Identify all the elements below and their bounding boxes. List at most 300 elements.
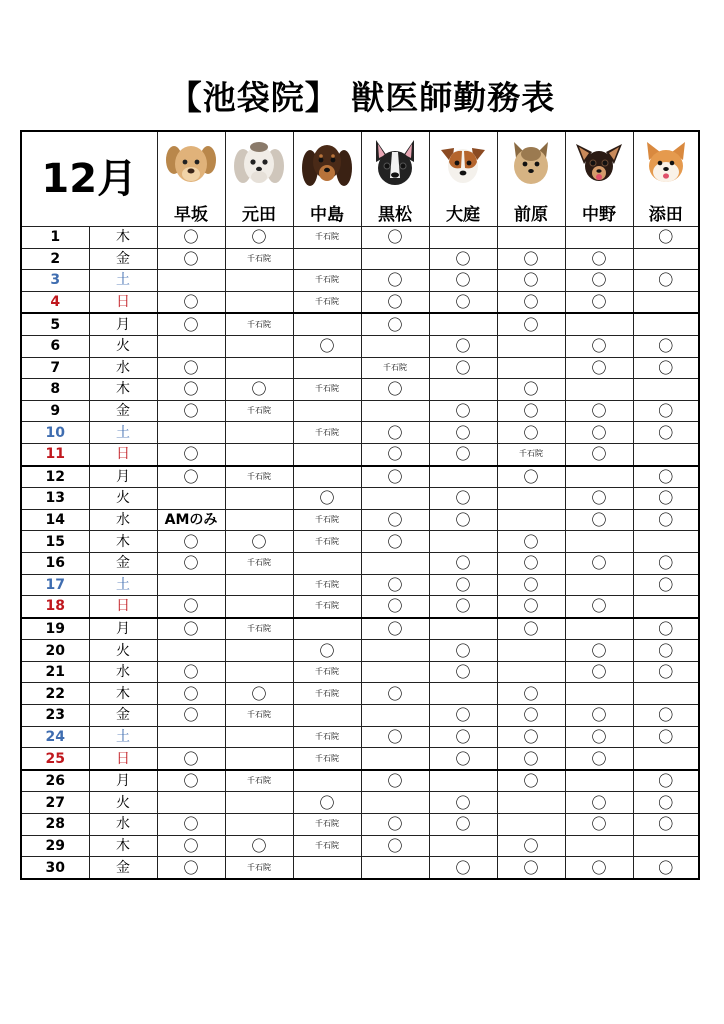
weekday-cell: 火 <box>89 335 157 357</box>
table-row <box>21 400 699 422</box>
shift-cell: 〇 <box>565 748 633 770</box>
date-cell: 9 <box>21 400 89 422</box>
doctor-header <box>565 131 633 227</box>
shift-cell: 〇 <box>633 618 699 640</box>
page-title: 【池袋院】 獣医師勤務表 <box>168 78 556 117</box>
shift-cell: 〇 <box>633 726 699 748</box>
shift-cell: 千石院 <box>225 248 293 270</box>
shift-cell: 〇 <box>157 379 225 401</box>
shift-cell: 〇 <box>157 291 225 313</box>
shift-cell: 〇 <box>157 770 225 792</box>
shift-cell: 〇 <box>429 705 497 727</box>
shift-cell: 〇 <box>361 835 429 857</box>
shift-cell <box>361 552 429 574</box>
date-cell: 19 <box>21 618 89 640</box>
weekday-cell: 月 <box>89 618 157 640</box>
date-cell: 11 <box>21 443 89 465</box>
shift-cell <box>429 227 497 249</box>
shift-cell: 千石院 <box>293 683 361 705</box>
table-row <box>21 335 699 357</box>
shift-cell: 〇 <box>429 574 497 596</box>
shift-cell <box>429 683 497 705</box>
table-row <box>21 792 699 814</box>
shift-cell: 〇 <box>633 488 699 510</box>
shift-cell <box>361 400 429 422</box>
shift-cell: 〇 <box>361 422 429 444</box>
weekday-cell: 土 <box>89 422 157 444</box>
shift-cell <box>157 726 225 748</box>
shift-cell: 〇 <box>633 661 699 683</box>
shift-cell: 〇 <box>565 488 633 510</box>
date-cell: 7 <box>21 357 89 379</box>
shift-cell <box>293 618 361 640</box>
date-cell: 8 <box>21 379 89 401</box>
shift-cell: 〇 <box>497 291 565 313</box>
table-row <box>21 748 699 770</box>
table-row <box>21 531 699 553</box>
weekday-cell: 日 <box>89 443 157 465</box>
shift-cell: 千石院 <box>293 291 361 313</box>
shift-cell: 〇 <box>157 857 225 879</box>
table-row <box>21 552 699 574</box>
shift-cell: 〇 <box>497 379 565 401</box>
date-cell: 4 <box>21 291 89 313</box>
weekday-cell: 金 <box>89 857 157 879</box>
shift-cell <box>361 792 429 814</box>
shift-cell <box>157 270 225 292</box>
shift-cell: 〇 <box>497 748 565 770</box>
shift-cell: 〇 <box>429 661 497 683</box>
shift-cell: 〇 <box>157 748 225 770</box>
shift-cell: 〇 <box>157 531 225 553</box>
shift-cell: 〇 <box>633 422 699 444</box>
shift-cell <box>293 248 361 270</box>
shift-cell: 〇 <box>565 291 633 313</box>
weekday-cell: 木 <box>89 227 157 249</box>
shift-cell <box>157 488 225 510</box>
shift-cell: 〇 <box>497 857 565 879</box>
shift-cell <box>293 400 361 422</box>
weekday-cell: 月 <box>89 313 157 335</box>
shift-cell: 〇 <box>293 335 361 357</box>
shift-cell: 〇 <box>633 705 699 727</box>
shift-cell: 〇 <box>497 596 565 618</box>
table-row <box>21 379 699 401</box>
shift-cell <box>361 661 429 683</box>
shift-cell: 〇 <box>633 770 699 792</box>
shift-cell: 千石院 <box>225 313 293 335</box>
shift-cell <box>497 792 565 814</box>
date-cell: 23 <box>21 705 89 727</box>
shift-cell: AMのみ <box>157 509 225 531</box>
shift-cell: 千石院 <box>293 270 361 292</box>
shift-cell <box>497 661 565 683</box>
shift-cell: 〇 <box>429 335 497 357</box>
weekday-cell: 火 <box>89 792 157 814</box>
shift-cell: 千石院 <box>293 509 361 531</box>
shift-cell: 〇 <box>361 443 429 465</box>
jack-russell-icon <box>438 138 488 190</box>
date-cell: 22 <box>21 683 89 705</box>
shift-cell <box>361 488 429 510</box>
shift-cell <box>565 466 633 488</box>
shift-cell: 〇 <box>429 400 497 422</box>
shift-cell: 〇 <box>361 379 429 401</box>
table-row <box>21 357 699 379</box>
weekday-cell: 日 <box>89 291 157 313</box>
shift-cell: 千石院 <box>293 661 361 683</box>
weekday-cell: 水 <box>89 814 157 836</box>
shift-cell: 〇 <box>157 400 225 422</box>
shift-cell: 〇 <box>361 531 429 553</box>
shift-cell <box>497 509 565 531</box>
weekday-cell: 木 <box>89 379 157 401</box>
shift-cell <box>157 792 225 814</box>
doctor-name: 早坂 <box>174 205 209 225</box>
shift-cell: 〇 <box>565 705 633 727</box>
weekday-cell: 月 <box>89 770 157 792</box>
shift-cell <box>293 770 361 792</box>
shift-cell: 〇 <box>633 792 699 814</box>
shift-cell <box>225 422 293 444</box>
shift-cell <box>293 357 361 379</box>
shift-cell: 〇 <box>361 313 429 335</box>
table-row <box>21 835 699 857</box>
shift-cell: 〇 <box>157 596 225 618</box>
shift-cell: 〇 <box>633 814 699 836</box>
shift-cell: 千石院 <box>293 814 361 836</box>
shift-cell: 〇 <box>429 291 497 313</box>
header-row <box>21 131 699 227</box>
shift-cell <box>225 357 293 379</box>
shift-cell: 〇 <box>225 835 293 857</box>
month-label: 12月 <box>21 131 157 227</box>
shift-cell: 〇 <box>633 270 699 292</box>
shift-cell <box>565 313 633 335</box>
date-cell: 30 <box>21 857 89 879</box>
shift-cell: 〇 <box>565 335 633 357</box>
shift-cell <box>565 227 633 249</box>
table-row <box>21 770 699 792</box>
shift-cell: 〇 <box>361 726 429 748</box>
shift-cell <box>225 748 293 770</box>
shift-cell <box>429 313 497 335</box>
shift-cell <box>633 596 699 618</box>
shift-cell: 〇 <box>157 227 225 249</box>
doctor-header <box>429 131 497 227</box>
table-row <box>21 574 699 596</box>
date-cell: 20 <box>21 640 89 662</box>
shift-cell: 〇 <box>565 270 633 292</box>
shift-cell <box>633 443 699 465</box>
shift-cell: 〇 <box>361 770 429 792</box>
shift-cell <box>225 509 293 531</box>
shift-cell: 〇 <box>293 640 361 662</box>
weekday-cell: 土 <box>89 574 157 596</box>
doctor-header <box>157 131 225 227</box>
shift-cell: 〇 <box>429 726 497 748</box>
shift-cell: 〇 <box>497 574 565 596</box>
table-row <box>21 227 699 249</box>
shift-cell: 〇 <box>429 857 497 879</box>
table-row <box>21 726 699 748</box>
shift-cell: 〇 <box>497 835 565 857</box>
shift-cell: 千石院 <box>293 379 361 401</box>
doctor-name: 黒松 <box>378 205 413 225</box>
shift-cell <box>361 335 429 357</box>
shift-cell: 〇 <box>565 792 633 814</box>
shift-cell <box>157 422 225 444</box>
shift-cell <box>225 596 293 618</box>
shift-cell <box>361 748 429 770</box>
shift-cell: 千石院 <box>293 596 361 618</box>
shift-cell: 千石院 <box>293 422 361 444</box>
date-cell: 3 <box>21 270 89 292</box>
shift-cell <box>225 488 293 510</box>
shift-cell: 千石院 <box>497 443 565 465</box>
shift-cell <box>633 531 699 553</box>
shift-cell <box>225 335 293 357</box>
shift-cell: 〇 <box>429 552 497 574</box>
shift-cell <box>633 748 699 770</box>
shift-cell: 〇 <box>361 466 429 488</box>
shift-cell <box>633 835 699 857</box>
weekday-cell: 金 <box>89 400 157 422</box>
shift-cell: 〇 <box>497 726 565 748</box>
doctor-name: 元田 <box>242 205 277 225</box>
shift-cell <box>361 857 429 879</box>
shift-cell: 千石院 <box>293 574 361 596</box>
shift-cell <box>633 683 699 705</box>
shift-cell: 〇 <box>633 357 699 379</box>
shift-cell: 〇 <box>361 574 429 596</box>
table-row <box>21 857 699 879</box>
shift-cell: 〇 <box>361 509 429 531</box>
shift-cell <box>565 770 633 792</box>
shift-cell: 〇 <box>497 683 565 705</box>
shift-cell: 〇 <box>565 443 633 465</box>
weekday-cell: 火 <box>89 640 157 662</box>
shift-cell: 〇 <box>565 596 633 618</box>
shiba-inu-icon <box>641 138 691 190</box>
shift-cell: 千石院 <box>225 618 293 640</box>
shift-cell <box>497 335 565 357</box>
shift-cell: 〇 <box>429 640 497 662</box>
weekday-cell: 火 <box>89 488 157 510</box>
shift-cell: 千石院 <box>293 748 361 770</box>
shift-cell <box>225 814 293 836</box>
shift-cell: 〇 <box>225 683 293 705</box>
shift-cell: 千石院 <box>225 466 293 488</box>
shift-cell: 〇 <box>633 335 699 357</box>
table-row <box>21 705 699 727</box>
shift-cell: 〇 <box>429 509 497 531</box>
shift-cell: 〇 <box>361 227 429 249</box>
doctor-header <box>293 131 361 227</box>
shift-cell: 〇 <box>633 466 699 488</box>
shift-cell: 〇 <box>429 443 497 465</box>
weekday-cell: 水 <box>89 509 157 531</box>
date-cell: 29 <box>21 835 89 857</box>
shift-cell: 〇 <box>497 400 565 422</box>
french-bulldog-icon <box>370 138 420 190</box>
shift-cell: 千石院 <box>225 770 293 792</box>
shift-cell: 〇 <box>565 726 633 748</box>
shift-cell: 〇 <box>497 531 565 553</box>
shift-cell: 〇 <box>157 443 225 465</box>
weekday-cell: 金 <box>89 705 157 727</box>
shift-cell <box>429 835 497 857</box>
shih-tzu-icon <box>234 138 284 190</box>
table-row <box>21 248 699 270</box>
date-cell: 5 <box>21 313 89 335</box>
shift-cell <box>565 531 633 553</box>
date-cell: 6 <box>21 335 89 357</box>
weekday-cell: 日 <box>89 596 157 618</box>
shift-cell <box>225 574 293 596</box>
date-cell: 21 <box>21 661 89 683</box>
shift-cell: 〇 <box>157 705 225 727</box>
shift-cell: 〇 <box>225 379 293 401</box>
shift-cell <box>293 466 361 488</box>
weekday-cell: 木 <box>89 531 157 553</box>
shift-cell: 〇 <box>633 574 699 596</box>
table-row <box>21 422 699 444</box>
shift-cell <box>565 574 633 596</box>
shift-cell <box>565 379 633 401</box>
shift-cell: 千石院 <box>361 357 429 379</box>
date-cell: 10 <box>21 422 89 444</box>
shift-cell: 〇 <box>565 248 633 270</box>
shift-cell <box>429 770 497 792</box>
shift-cell: 〇 <box>429 814 497 836</box>
shift-cell: 〇 <box>565 640 633 662</box>
table-row <box>21 618 699 640</box>
shift-cell: 〇 <box>361 291 429 313</box>
shift-cell: 〇 <box>497 313 565 335</box>
shift-cell: 〇 <box>497 770 565 792</box>
table-row <box>21 466 699 488</box>
doctor-name: 添田 <box>648 205 683 225</box>
shift-cell: 〇 <box>565 422 633 444</box>
date-cell: 27 <box>21 792 89 814</box>
shift-cell: 〇 <box>497 552 565 574</box>
shift-cell: 〇 <box>633 400 699 422</box>
shift-cell <box>361 248 429 270</box>
doctor-header <box>497 131 565 227</box>
table-row <box>21 683 699 705</box>
shift-cell <box>293 443 361 465</box>
shift-cell <box>429 531 497 553</box>
shift-cell <box>633 379 699 401</box>
shift-cell: 〇 <box>157 618 225 640</box>
shift-cell: 〇 <box>497 618 565 640</box>
shift-cell: 〇 <box>497 422 565 444</box>
shift-cell <box>225 792 293 814</box>
shift-cell: 〇 <box>633 640 699 662</box>
shift-cell: 〇 <box>293 488 361 510</box>
doctor-header <box>361 131 429 227</box>
shift-cell <box>633 313 699 335</box>
shift-cell: 〇 <box>565 814 633 836</box>
shift-cell: 〇 <box>633 552 699 574</box>
shift-cell <box>225 661 293 683</box>
shift-cell: 〇 <box>565 552 633 574</box>
shift-cell <box>565 683 633 705</box>
shift-cell: 〇 <box>361 270 429 292</box>
table-row <box>21 443 699 465</box>
dachshund-icon <box>302 138 352 190</box>
date-cell: 24 <box>21 726 89 748</box>
shift-cell: 〇 <box>565 509 633 531</box>
shift-cell: 〇 <box>633 857 699 879</box>
date-cell: 1 <box>21 227 89 249</box>
shift-cell <box>225 270 293 292</box>
shift-cell: 〇 <box>497 270 565 292</box>
shift-cell <box>497 357 565 379</box>
shift-cell: 〇 <box>157 466 225 488</box>
shift-cell: 〇 <box>429 792 497 814</box>
shift-cell: 〇 <box>565 857 633 879</box>
shift-cell: 千石院 <box>293 227 361 249</box>
doctor-name: 大庭 <box>446 205 481 225</box>
weekday-cell: 水 <box>89 661 157 683</box>
shift-cell <box>565 835 633 857</box>
weekday-cell: 金 <box>89 552 157 574</box>
shift-cell <box>429 618 497 640</box>
table-row <box>21 291 699 313</box>
weekday-cell: 日 <box>89 748 157 770</box>
schedule-body <box>21 227 699 879</box>
date-cell: 13 <box>21 488 89 510</box>
table-row <box>21 596 699 618</box>
shift-cell: 〇 <box>633 509 699 531</box>
shift-cell <box>429 466 497 488</box>
weekday-cell: 土 <box>89 726 157 748</box>
shift-cell: 〇 <box>565 661 633 683</box>
weekday-cell: 金 <box>89 248 157 270</box>
shift-cell: 〇 <box>361 814 429 836</box>
shift-cell: 〇 <box>429 488 497 510</box>
shift-cell: 〇 <box>157 835 225 857</box>
shift-cell <box>225 640 293 662</box>
shift-cell <box>497 227 565 249</box>
schedule-table <box>20 130 700 880</box>
date-cell: 15 <box>21 531 89 553</box>
shift-cell: 〇 <box>497 466 565 488</box>
shift-cell <box>429 379 497 401</box>
beige-puppy-icon <box>166 138 216 190</box>
table-row <box>21 509 699 531</box>
shift-cell: 〇 <box>157 313 225 335</box>
shift-cell: 〇 <box>429 248 497 270</box>
shift-cell <box>293 313 361 335</box>
shift-cell: 〇 <box>565 357 633 379</box>
shift-cell: 〇 <box>157 683 225 705</box>
shift-cell: 〇 <box>429 270 497 292</box>
shift-cell <box>633 291 699 313</box>
shift-cell <box>225 726 293 748</box>
table-row <box>21 661 699 683</box>
weekday-cell: 水 <box>89 357 157 379</box>
table-row <box>21 640 699 662</box>
shift-cell: 〇 <box>157 814 225 836</box>
shift-cell <box>293 552 361 574</box>
date-cell: 16 <box>21 552 89 574</box>
shift-cell: 〇 <box>225 531 293 553</box>
shift-cell <box>497 640 565 662</box>
shift-cell <box>157 335 225 357</box>
